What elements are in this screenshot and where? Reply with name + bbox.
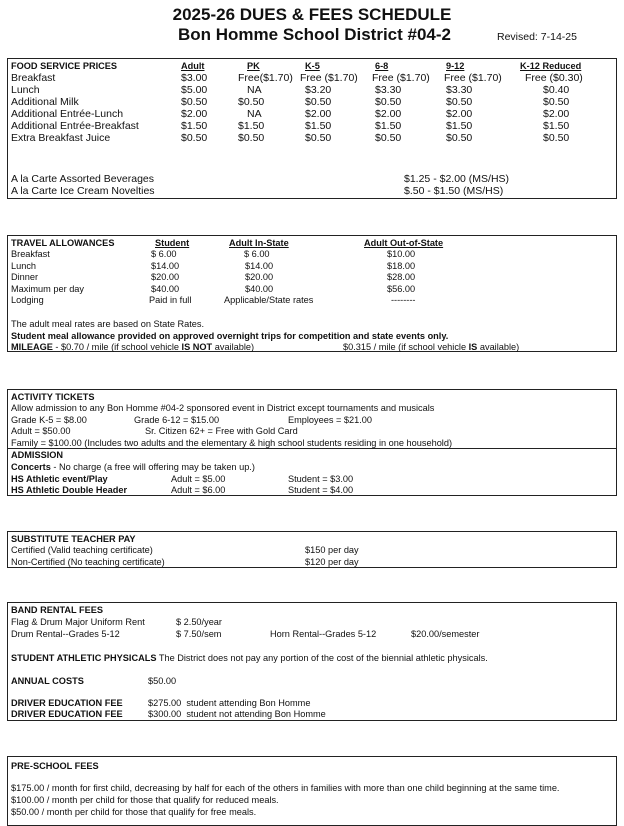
physicals-text: The District does not pay any portion of the cost of the biennial athletic physicals. bbox=[156, 653, 488, 663]
food-cell: $2.00 bbox=[446, 108, 473, 120]
substitute-row-value: $150 per day bbox=[305, 545, 359, 555]
food-cell: $3.30 bbox=[375, 84, 402, 96]
mileage-emphasis: IS NOT bbox=[181, 342, 213, 352]
mileage-text: - $0.70 / mile (if school vehicle bbox=[52, 342, 182, 352]
food-cell: NA bbox=[247, 108, 262, 120]
hs-event-student: Student = $3.00 bbox=[288, 473, 354, 484]
food-cell: $0.50 bbox=[181, 96, 208, 108]
food-cell: $3.20 bbox=[305, 84, 332, 96]
food-cell: $0.50 bbox=[305, 96, 332, 108]
horn-label: Horn Rental--Grades 5-12 bbox=[270, 629, 377, 639]
food-col-68: 6-8 bbox=[375, 61, 389, 71]
food-row-label: Additional Entrée-Lunch bbox=[11, 108, 124, 120]
food-cell: Free ($1.70) bbox=[444, 72, 502, 84]
food-row-label: Additional Entrée-Breakfast bbox=[11, 120, 139, 132]
mileage-emphasis: IS bbox=[468, 342, 478, 352]
flag-value: $ 2.50/year bbox=[176, 617, 222, 627]
food-row-label: Extra Breakfast Juice bbox=[11, 132, 111, 144]
food-cell: $0.50 bbox=[305, 132, 332, 144]
food-cell: $0.50 bbox=[375, 96, 402, 108]
band-heading: BAND RENTAL FEES bbox=[11, 605, 104, 615]
food-cell: $2.00 bbox=[181, 108, 208, 120]
food-cell: $1.50 bbox=[181, 120, 208, 132]
travel-cell: $40.00 bbox=[245, 283, 274, 294]
travel-row-label: Lodging bbox=[11, 295, 44, 305]
page-title: 2025-26 DUES & FEES SCHEDULE bbox=[172, 5, 452, 24]
activity-senior: Sr. Citizen 62+ = Free with Gold Card bbox=[145, 426, 298, 436]
travel-row-label: Breakfast bbox=[11, 249, 50, 259]
travel-cell: $14.00 bbox=[151, 260, 180, 271]
food-cell: $0.50 bbox=[543, 132, 570, 144]
hs-double-adult: Adult = $6.00 bbox=[171, 485, 226, 495]
activity-intro: Allow admission to any Bon Homme #04-2 sponsored event in District except tournaments and musicals bbox=[11, 403, 435, 413]
travel-cell: $20.00 bbox=[245, 272, 274, 282]
substitute-row-value: $120 per day bbox=[305, 556, 359, 567]
food-cell: $1.50 bbox=[238, 120, 265, 132]
food-cell: $5.00 bbox=[181, 84, 208, 96]
food-col-adult: Adult bbox=[181, 61, 205, 71]
activity-heading: ACTIVITY TICKETS bbox=[11, 392, 95, 402]
concerts-text: - No charge (a free will offering may be taken up.) bbox=[50, 462, 255, 472]
travel-cell: $10.00 bbox=[387, 249, 416, 259]
travel-cell: $14.00 bbox=[245, 260, 274, 271]
food-cell: $0.50 bbox=[446, 132, 473, 144]
mileage-line-alt bbox=[343, 341, 519, 353]
hs-double-student: Student = $4.00 bbox=[288, 485, 354, 495]
food-cell: $3.00 bbox=[181, 72, 208, 84]
mileage-text: available) bbox=[477, 342, 520, 352]
physicals-label: STUDENT ATHLETIC PHYSICALS bbox=[11, 653, 157, 663]
food-heading: FOOD SERVICE PRICES bbox=[11, 61, 118, 71]
driver-ed-label: DRIVER EDUCATION FEE bbox=[11, 698, 123, 708]
travel-cell: Paid in full bbox=[149, 295, 192, 305]
food-service-section bbox=[7, 58, 617, 199]
food-cell: NA bbox=[247, 84, 262, 96]
travel-heading: TRAVEL ALLOWANCES bbox=[11, 238, 115, 248]
food-col-912: 9-12 bbox=[446, 61, 465, 71]
flag-label: Flag & Drum Major Uniform Rent bbox=[11, 617, 145, 627]
preschool-section bbox=[7, 756, 617, 826]
food-cell: $0.50 bbox=[238, 132, 265, 144]
alacarte-label: A la Carte Ice Cream Novelties bbox=[11, 185, 155, 197]
driver-ed-label: DRIVER EDUCATION FEE bbox=[11, 709, 123, 719]
preschool-line: $50.00 / month per child for those that qualify for free meals. bbox=[11, 807, 257, 817]
travel-note-bold: Student meal allowance provided on approved overnight trips for competition and state events only. bbox=[11, 330, 449, 341]
food-cell: $0.50 bbox=[446, 96, 473, 108]
mileage-text: $0.315 / mile (if school vehicle bbox=[343, 342, 469, 352]
food-cell: $1.50 bbox=[543, 120, 570, 132]
substitute-row-label: Non-Certified (No teaching certificate) bbox=[11, 556, 165, 567]
travel-cell: $20.00 bbox=[151, 272, 180, 282]
food-cell: $0.50 bbox=[375, 132, 402, 144]
food-cell: Free($1.70) bbox=[238, 72, 293, 84]
drum-label: Drum Rental--Grades 5-12 bbox=[11, 629, 120, 639]
mileage-label: MILEAGE bbox=[11, 342, 53, 352]
alacarte-value: $1.25 - $2.00 (MS/HS) bbox=[404, 173, 510, 185]
band-section bbox=[7, 602, 617, 721]
travel-cell: $18.00 bbox=[387, 260, 416, 271]
activity-section bbox=[7, 389, 617, 496]
driver-ed-value: $300.00 student not attending Bon Homme bbox=[148, 709, 326, 719]
alacarte-label: A la Carte Assorted Beverages bbox=[11, 173, 154, 185]
food-cell: $0.50 bbox=[181, 132, 208, 144]
food-row-label: Breakfast bbox=[11, 72, 56, 84]
mileage-line bbox=[11, 341, 254, 353]
preschool-line: $175.00 / month for first child, decreasing by half for each of the others in families with more than one child beginning at the same time. bbox=[11, 783, 560, 793]
travel-note: The adult meal rates are based on State Rates. bbox=[11, 319, 205, 329]
alacarte-value: $.50 - $1.50 (MS/HS) bbox=[404, 185, 504, 197]
food-cell: $2.00 bbox=[543, 108, 570, 120]
annual-value: $50.00 bbox=[148, 676, 177, 686]
annual-label: ANNUAL COSTS bbox=[11, 676, 84, 686]
food-cell: $3.30 bbox=[446, 84, 473, 96]
travel-row-label: Dinner bbox=[11, 272, 39, 282]
revised-date: Revised: 7-14-25 bbox=[497, 31, 577, 43]
preschool-line: $100.00 / month per child for those that qualify for reduced meals. bbox=[11, 795, 279, 805]
food-cell: Free ($1.70) bbox=[300, 72, 358, 84]
food-col-reduced: K-12 Reduced bbox=[520, 61, 582, 71]
travel-cell: $ 6.00 bbox=[244, 249, 270, 259]
driver-ed-value: $275.00 student attending Bon Homme bbox=[148, 698, 311, 708]
travel-row-label: Maximum per day bbox=[11, 283, 85, 294]
travel-row-label: Lunch bbox=[11, 260, 37, 271]
travel-cell: -------- bbox=[391, 295, 416, 305]
food-cell: $2.00 bbox=[375, 108, 402, 120]
district-name: Bon Homme School District #04-2 bbox=[178, 25, 452, 44]
hs-event-adult: Adult = $5.00 bbox=[171, 473, 226, 484]
concerts-label: Concerts bbox=[11, 462, 51, 472]
drum-value: $ 7.50/sem bbox=[176, 629, 222, 639]
hs-double-label: HS Athletic Double Header bbox=[11, 485, 128, 495]
admission-heading: ADMISSION bbox=[11, 450, 64, 460]
substitute-section bbox=[7, 531, 617, 568]
substitute-heading: SUBSTITUTE TEACHER PAY bbox=[11, 534, 136, 544]
hs-event-label: HS Athletic event/Play bbox=[11, 473, 108, 484]
divider bbox=[8, 448, 616, 449]
preschool-heading: PRE-SCHOOL FEES bbox=[11, 761, 99, 771]
travel-cell: $ 6.00 bbox=[151, 249, 177, 259]
travel-cell: Applicable/State rates bbox=[224, 295, 314, 305]
travel-col-student: Student bbox=[155, 238, 190, 248]
travel-col-outstate: Adult Out-of-State bbox=[364, 238, 444, 248]
food-col-pk: PK bbox=[247, 61, 260, 71]
activity-grade-612: Grade 6-12 = $15.00 bbox=[134, 414, 220, 425]
food-cell: $1.50 bbox=[375, 120, 402, 132]
food-col-k5: K-5 bbox=[305, 61, 320, 71]
activity-grade-k5: Grade K-5 = $8.00 bbox=[11, 414, 87, 425]
food-row-label: Lunch bbox=[11, 84, 40, 96]
physicals-line bbox=[11, 652, 488, 664]
food-row-label: Additional Milk bbox=[11, 96, 79, 108]
activity-family: Family = $100.00 (Includes two adults and the elementary & high school students residing in one household) bbox=[11, 437, 453, 448]
travel-cell: $40.00 bbox=[151, 283, 180, 294]
food-cell: $2.00 bbox=[305, 108, 332, 120]
travel-cell: $56.00 bbox=[387, 283, 416, 294]
mileage-text: available) bbox=[212, 342, 255, 352]
concerts-line bbox=[11, 461, 255, 473]
food-cell: $0.50 bbox=[543, 96, 570, 108]
food-cell: $1.50 bbox=[305, 120, 332, 132]
travel-cell: $28.00 bbox=[387, 272, 416, 282]
activity-employees: Employees = $21.00 bbox=[288, 414, 373, 425]
substitute-row-label: Certified (Valid teaching certificate) bbox=[11, 545, 153, 555]
activity-adult: Adult = $50.00 bbox=[11, 426, 71, 436]
food-cell: Free ($0.30) bbox=[525, 72, 583, 84]
food-cell: $0.50 bbox=[238, 96, 265, 108]
food-cell: $0.40 bbox=[543, 84, 570, 96]
travel-section bbox=[7, 235, 617, 352]
travel-col-instate: Adult In-State bbox=[229, 238, 289, 248]
food-cell: $1.50 bbox=[446, 120, 473, 132]
food-cell: Free ($1.70) bbox=[372, 72, 430, 84]
horn-value: $20.00/semester bbox=[411, 629, 480, 639]
